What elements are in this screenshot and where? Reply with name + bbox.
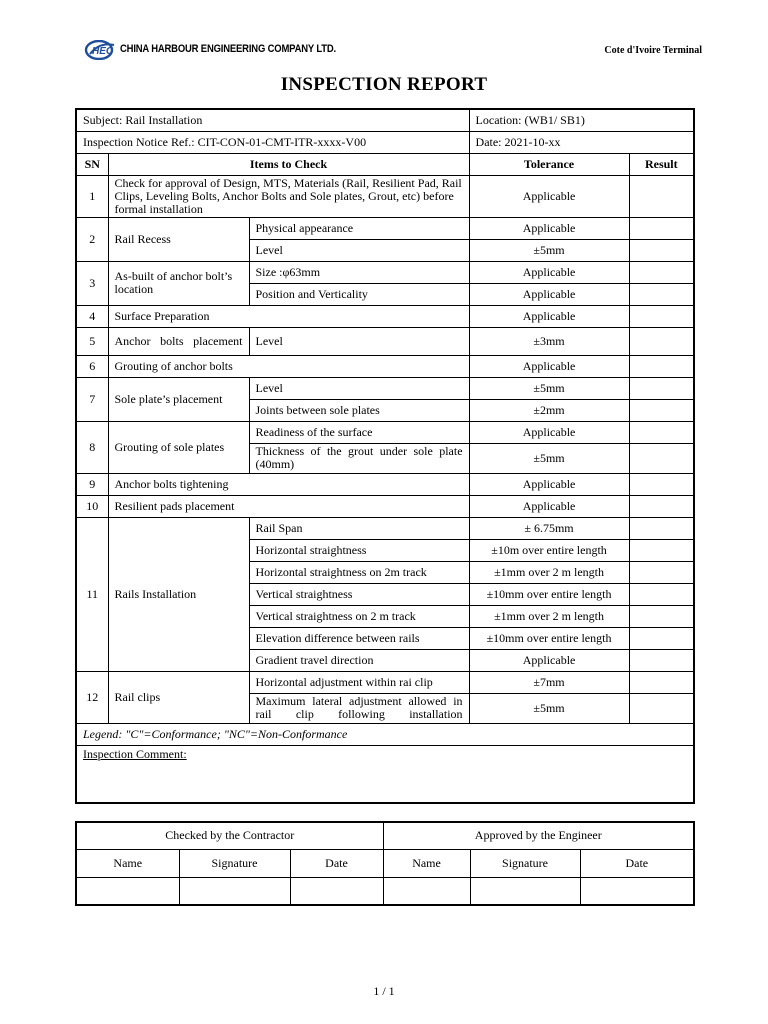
table-row xyxy=(76,109,694,131)
item-cell: Grouting of anchor bolts xyxy=(108,355,469,377)
contractor-date-header: Date xyxy=(290,849,383,877)
sub-item-cell: Level xyxy=(249,327,469,355)
column-header-items: Items to Check xyxy=(108,153,469,175)
result-cell[interactable] xyxy=(629,239,694,261)
item-cell: Surface Preparation xyxy=(108,305,469,327)
item-cell: As-built of anchor bolt’s location xyxy=(108,261,249,305)
notice-ref-cell: Inspection Notice Ref.: CIT-CON-01-CMT-ITR-xxxx-V00 xyxy=(76,131,469,153)
page-number: 1 / 1 xyxy=(373,984,395,998)
engineer-heading: Approved by the Engineer xyxy=(383,822,694,849)
tolerance-cell: ± 6.75mm xyxy=(469,517,629,539)
sn-cell: 2 xyxy=(76,217,108,261)
table-row xyxy=(76,327,694,355)
tolerance-cell: ±2mm xyxy=(469,399,629,421)
contractor-name-field[interactable] xyxy=(76,877,179,905)
sub-item-cell: Horizontal straightness xyxy=(249,539,469,561)
item-cell: Rails Installation xyxy=(108,517,249,671)
location-cell: Location: (WB1/ SB1) xyxy=(469,109,694,131)
sn-cell: 10 xyxy=(76,495,108,517)
sub-item-cell: Readiness of the surface xyxy=(249,421,469,443)
chec-logo-icon xyxy=(84,40,118,60)
column-header-sn: SN xyxy=(76,153,108,175)
tolerance-cell: Applicable xyxy=(469,473,629,495)
tolerance-cell: ±5mm xyxy=(469,443,629,473)
table-row xyxy=(76,377,694,399)
sub-item-cell: Size :φ63mm xyxy=(249,261,469,283)
sub-item-cell: Level xyxy=(249,239,469,261)
table-row xyxy=(76,473,694,495)
tolerance-cell: Applicable xyxy=(469,305,629,327)
sn-cell: 6 xyxy=(76,355,108,377)
result-cell[interactable] xyxy=(629,671,694,693)
tolerance-cell: ±7mm xyxy=(469,671,629,693)
result-cell[interactable] xyxy=(629,175,694,217)
result-cell[interactable] xyxy=(629,261,694,283)
tolerance-cell: Applicable xyxy=(469,649,629,671)
result-cell[interactable] xyxy=(629,399,694,421)
engineer-signature-field[interactable] xyxy=(470,877,580,905)
engineer-name-header: Name xyxy=(383,849,470,877)
engineer-date-field[interactable] xyxy=(580,877,694,905)
column-header-tolerance: Tolerance xyxy=(469,153,629,175)
tolerance-cell: Applicable xyxy=(469,261,629,283)
table-row xyxy=(76,421,694,443)
table-row xyxy=(76,495,694,517)
item-cell: Anchor bolts tightening xyxy=(108,473,469,495)
tolerance-cell: Applicable xyxy=(469,495,629,517)
table-row xyxy=(76,175,694,217)
sub-item-cell: Vertical straightness on 2 m track xyxy=(249,605,469,627)
legend-cell: Legend: "C"=Conformance; "NC"=Non-Conformance xyxy=(76,723,694,745)
sn-cell: 5 xyxy=(76,327,108,355)
contractor-signature-field[interactable] xyxy=(179,877,290,905)
subject-cell: Subject: Rail Installation xyxy=(76,109,469,131)
sn-cell: 4 xyxy=(76,305,108,327)
item-cell: Sole plate’s placement xyxy=(108,377,249,421)
sn-cell: 3 xyxy=(76,261,108,305)
result-cell[interactable] xyxy=(629,327,694,355)
sub-item-cell: Gradient travel direction xyxy=(249,649,469,671)
result-cell[interactable] xyxy=(629,443,694,473)
page-title: INSPECTION REPORT xyxy=(280,74,488,95)
engineer-date-header: Date xyxy=(580,849,694,877)
table-row xyxy=(76,355,694,377)
tolerance-cell: ±1mm over 2 m length xyxy=(469,605,629,627)
item-cell: Rail clips xyxy=(108,671,249,723)
tolerance-cell: ±10m over entire length xyxy=(469,539,629,561)
table-row xyxy=(76,153,694,175)
result-cell[interactable] xyxy=(629,355,694,377)
sub-item-cell: Level xyxy=(249,377,469,399)
contractor-signature-header: Signature xyxy=(179,849,290,877)
company-name: CHINA HARBOUR ENGINEERING COMPANY LTD. xyxy=(120,43,336,55)
tolerance-cell: ±1mm over 2 m length xyxy=(469,561,629,583)
sn-cell: 11 xyxy=(76,517,108,671)
sn-cell: 1 xyxy=(76,175,108,217)
table-row xyxy=(76,261,694,283)
tolerance-cell: ±3mm xyxy=(469,327,629,355)
item-cell: Rail Recess xyxy=(108,217,249,261)
sub-item-cell: Physical appearance xyxy=(249,217,469,239)
result-cell[interactable] xyxy=(629,627,694,649)
contractor-name-header: Name xyxy=(76,849,179,877)
table-row xyxy=(76,517,694,539)
tolerance-cell: Applicable xyxy=(469,283,629,305)
table-row xyxy=(76,305,694,327)
date-cell: Date: 2021-10-xx xyxy=(469,131,694,153)
inspection-comment-cell[interactable]: Inspection Comment: xyxy=(76,745,694,803)
result-cell[interactable] xyxy=(629,283,694,305)
tolerance-cell: ±5mm xyxy=(469,239,629,261)
sub-item-cell: Rail Span xyxy=(249,517,469,539)
tolerance-cell: Applicable xyxy=(469,355,629,377)
sub-item-cell: Position and Verticality xyxy=(249,283,469,305)
site-name: Cote d'Ivoire Terminal xyxy=(604,45,702,56)
result-cell[interactable] xyxy=(629,421,694,443)
item-cell: Resilient pads placement xyxy=(108,495,469,517)
tolerance-cell: ±10mm over entire length xyxy=(469,583,629,605)
contractor-heading: Checked by the Contractor xyxy=(76,822,383,849)
result-cell[interactable] xyxy=(629,473,694,495)
result-cell[interactable] xyxy=(629,217,694,239)
sub-item-cell: Vertical straightness xyxy=(249,583,469,605)
result-cell[interactable] xyxy=(629,649,694,671)
result-cell[interactable] xyxy=(629,693,694,723)
table-row xyxy=(76,745,694,803)
contractor-date-field[interactable] xyxy=(290,877,383,905)
table-row xyxy=(76,671,694,693)
sub-item-cell: Horizontal adjustment within rai clip xyxy=(249,671,469,693)
inspection-table xyxy=(75,108,695,804)
svg-text:HEC: HEC xyxy=(92,46,114,57)
sn-cell: 8 xyxy=(76,421,108,473)
signature-table xyxy=(75,821,695,906)
item-cell: Anchor bolts placement xyxy=(108,327,249,355)
sn-cell: 9 xyxy=(76,473,108,495)
table-row xyxy=(76,723,694,745)
page-header xyxy=(84,40,704,62)
tolerance-cell: Applicable xyxy=(469,217,629,239)
sub-item-cell: Thickness of the grout under sole plate (40mm) xyxy=(249,443,469,473)
sn-cell: 7 xyxy=(76,377,108,421)
column-header-result: Result xyxy=(629,153,694,175)
engineer-name-field[interactable] xyxy=(383,877,470,905)
result-cell[interactable] xyxy=(629,305,694,327)
sub-item-cell: Maximum lateral adjustment allowed in rail clip following installation xyxy=(249,693,469,723)
tolerance-cell: Applicable xyxy=(469,421,629,443)
table-row xyxy=(76,217,694,239)
tolerance-cell: Applicable xyxy=(469,175,629,217)
table-row xyxy=(76,131,694,153)
result-cell[interactable] xyxy=(629,561,694,583)
result-cell[interactable] xyxy=(629,517,694,539)
tolerance-cell: ±5mm xyxy=(469,377,629,399)
item-cell: Check for approval of Design, MTS, Materials (Rail, Resilient Pad, Rail Clips, Leveling Bolts, Anchor Bolts and Sole plates, Grout, etc) before formal installation xyxy=(108,175,469,217)
item-cell: Grouting of sole plates xyxy=(108,421,249,473)
engineer-signature-header: Signature xyxy=(470,849,580,877)
result-cell[interactable] xyxy=(629,539,694,561)
result-cell[interactable] xyxy=(629,377,694,399)
sub-item-cell: Horizontal straightness on 2m track xyxy=(249,561,469,583)
sub-item-cell: Elevation difference between rails xyxy=(249,627,469,649)
result-cell[interactable] xyxy=(629,583,694,605)
sub-item-cell: Joints between sole plates xyxy=(249,399,469,421)
tolerance-cell: ±5mm xyxy=(469,693,629,723)
sn-cell: 12 xyxy=(76,671,108,723)
tolerance-cell: ±10mm over entire length xyxy=(469,627,629,649)
result-cell[interactable] xyxy=(629,495,694,517)
result-cell[interactable] xyxy=(629,605,694,627)
